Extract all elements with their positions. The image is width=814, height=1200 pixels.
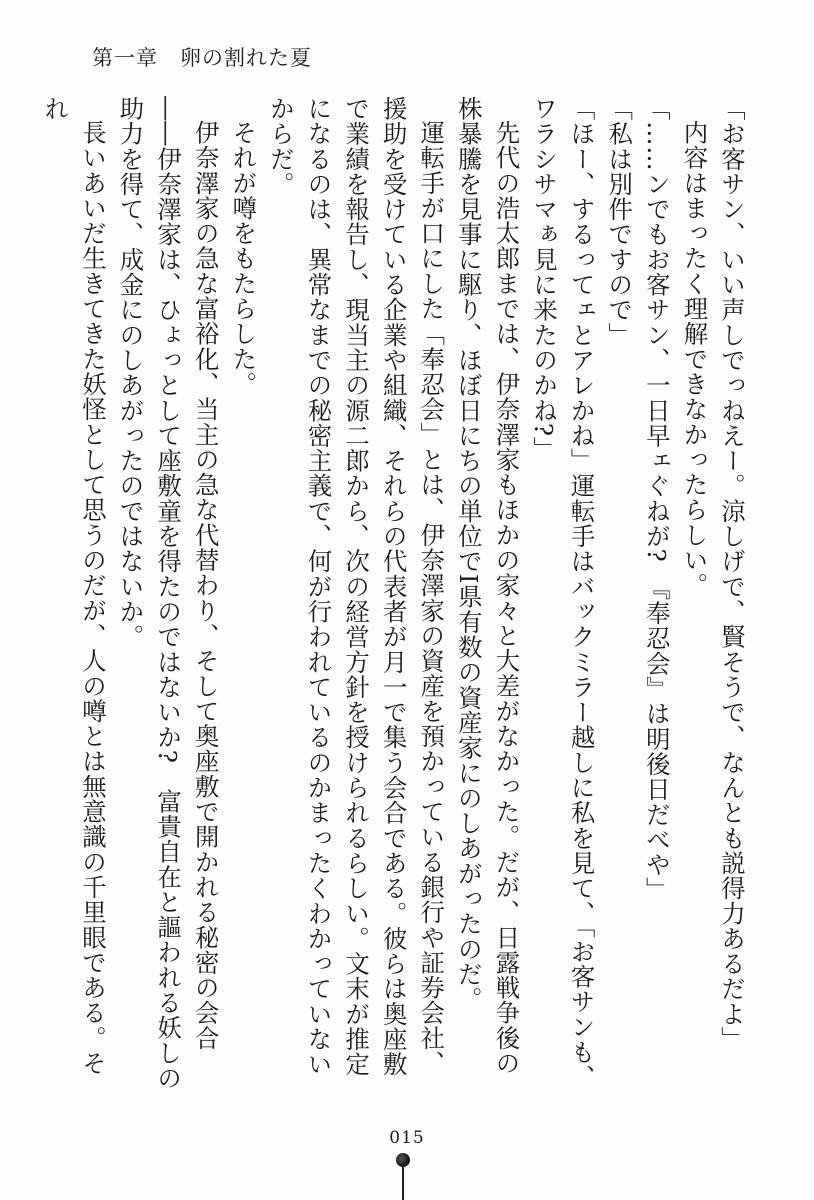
chapter-title: 卵の割れた夏 — [180, 46, 312, 70]
paragraph: 伊奈澤家の急な富裕化、当主の急な代替わり、そして奥座敷で開かれる秘密の会合――伊奈澤家は、ひょっとして座敷童を得たのではないか? 富貴自在と謳われる妖しの助力を得て、成金にのしあがったのではないか。 — [115, 96, 220, 1091]
bookmark-bead-icon — [396, 1153, 410, 1167]
paragraph: 先代の浩太郎までは、伊奈澤家もほかの家々と大差がなかった。だが、日露戦争後の株暴騰を見事に駆り、ほぼ日にちの単位でI県有数の資産家にのしあがったのだ。 — [453, 96, 521, 1077]
page-number: 015 — [389, 1128, 425, 1148]
paragraph: 「お客サン、いい声しでっねえー。涼しげで、賢そうで、なんとも説得力あるだよ」 — [717, 96, 746, 1052]
paragraph: それが噂をもたらした。 — [228, 120, 258, 398]
paragraph: 長いあいだ生きてきた妖怪として思うのだが、人の噂とは無意識の千里眼である。それ — [40, 96, 107, 1077]
paragraph: 「私は別件ですので」 — [604, 96, 634, 348]
body-text — [36, 96, 750, 1096]
paragraph: 内容はまったく理解できなかったらしい。 — [679, 120, 709, 599]
paragraph: 「……ンでもお客サン、一日早ェぐねが? 『奉忍会』は明後日だべや」 — [641, 96, 671, 903]
chapter-number: 第一章 — [92, 46, 158, 70]
bookmark-string — [402, 1167, 404, 1200]
running-head — [92, 42, 312, 72]
paragraph: 「ほー、するってェとアレかね」運転手はバックミラー越しに私を見て、「お客サンも、ワラシサマぁ見に来たのかね?」 — [529, 96, 596, 1090]
paragraph: 運転手が口にした「奉忍会」とは、伊奈澤家の資産を預かっている銀行や証券会社、援助を受けている企業や組織、それらの代表者が月一で集う会合である。彼らは奥座敷で業績を報告し、現当主の源二郎から、次の経営方針を授けられるらしい。文末が推定になるのは、異常なまでの秘密主義で、何が行われているのかまったくわかっていないからだ。 — [265, 96, 446, 1077]
